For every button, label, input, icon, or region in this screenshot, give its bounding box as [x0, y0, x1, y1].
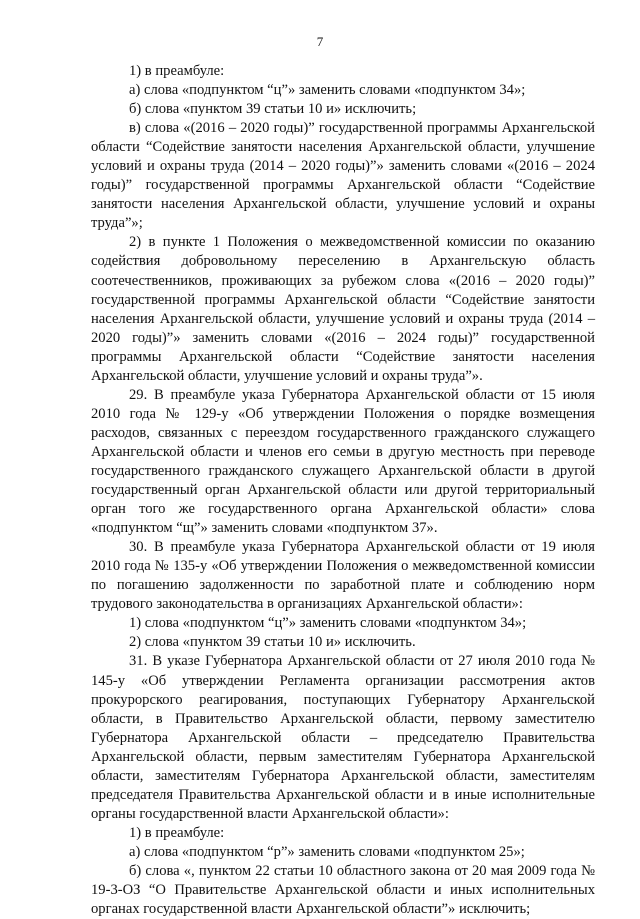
paragraph: а) слова «подпунктом “р”» заменить словами «подпунктом 25»; [129, 843, 525, 860]
paragraph: в) слова «(2016 – 2020 годы)” государственной программы Архангельской области “Содействие занятости населения Архангельской области, улучшение условий и охраны труда (2014 – 2020 годы)”» заменить словами «(2016 – 2024 годы)” государственной программы Архангельской области “Содействие занятости населения Архангельской области, улучшение условий и охраны труда”»; [91, 120, 595, 232]
paragraph: 29. В преамбуле указа Губернатора Архангельской области от 15 июля 2010 года № 129-у «Об утверждении Положения о порядке возмещения расходов, связанных с переездом государственного гражданского служащего Архангельской области и членов его семьи в другую местность при переводе государственного гражданского служащего Архангельской области в другой государственный орган Архангельской области или другой территориальный орган того же государственного органа Архангельской области» слова «подпунктом “щ”» заменить словами «подпунктом 37». [91, 386, 595, 537]
paragraph: б) слова «, пунктом 22 статьи 10 областного закона от 20 мая 2009 года № 19-3-ОЗ “О Правительстве Архангельской области и иных исполнительных органах государственной власти Архангельской области”» исключить; [91, 862, 595, 918]
paragraph: 30. В преамбуле указа Губернатора Архангельской области от 19 июля 2010 года № 135-у «Об утверждении Положения о межведомственной комиссии по погашению задолженности по заработной плате и соблюдению норм трудового законодательства в организациях Архангельской области»: [91, 539, 595, 613]
paragraph: 1) в преамбуле: [129, 824, 225, 841]
paragraph: 2) в пункте 1 Положения о межведомственной комиссии по оказанию содействия добровольному переселению в Архангельскую область соотечественников, проживающих за рубежом слова «(2016 – 2020 годы)” государственной программы Архангельской области “Содействие занятости населения Архангельской области, улучшение условий и охраны труда (2014 – 2020 годы)”» заменить словами «(2016 – 2024 годы)” государственной программы Архангельской области “Содействие занятости населения Архангельской области, улучшение условий и охраны труда”». [91, 234, 595, 384]
paragraph: 1) в преамбуле: [129, 63, 225, 79]
paragraph: 1) слова «подпунктом “ц”» заменить словами «подпунктом 34»; [129, 615, 527, 632]
page-number: 7 [316, 34, 324, 49]
paragraph: 31. В указе Губернатора Архангельской области от 27 июля 2010 года № 145-у «Об утверждении Регламента организации рассмотрения актов прокурорского реагирования, поступающих Губернатору Архангельской области, в Правительство Архангельской области, первому заместителю Губернатора Архангельской области – председателю Правительства Архангельской области, первым заместителям Губернатора Архангельской области, заместителям Губернатора Архангельской области, заместителям председателя Правительства Архангельской области и в иные исполнительные органы государственной власти Архангельской области»: [91, 653, 595, 822]
document-body [91, 62, 595, 919]
paragraph: б) слова «пунктом 39 статьи 10 и» исключить; [129, 101, 417, 118]
paragraph: 2) слова «пунктом 39 статьи 10 и» исключить. [129, 634, 416, 651]
paragraph: а) слова «подпунктом “ц”» заменить словами «подпунктом 34»; [129, 82, 526, 99]
